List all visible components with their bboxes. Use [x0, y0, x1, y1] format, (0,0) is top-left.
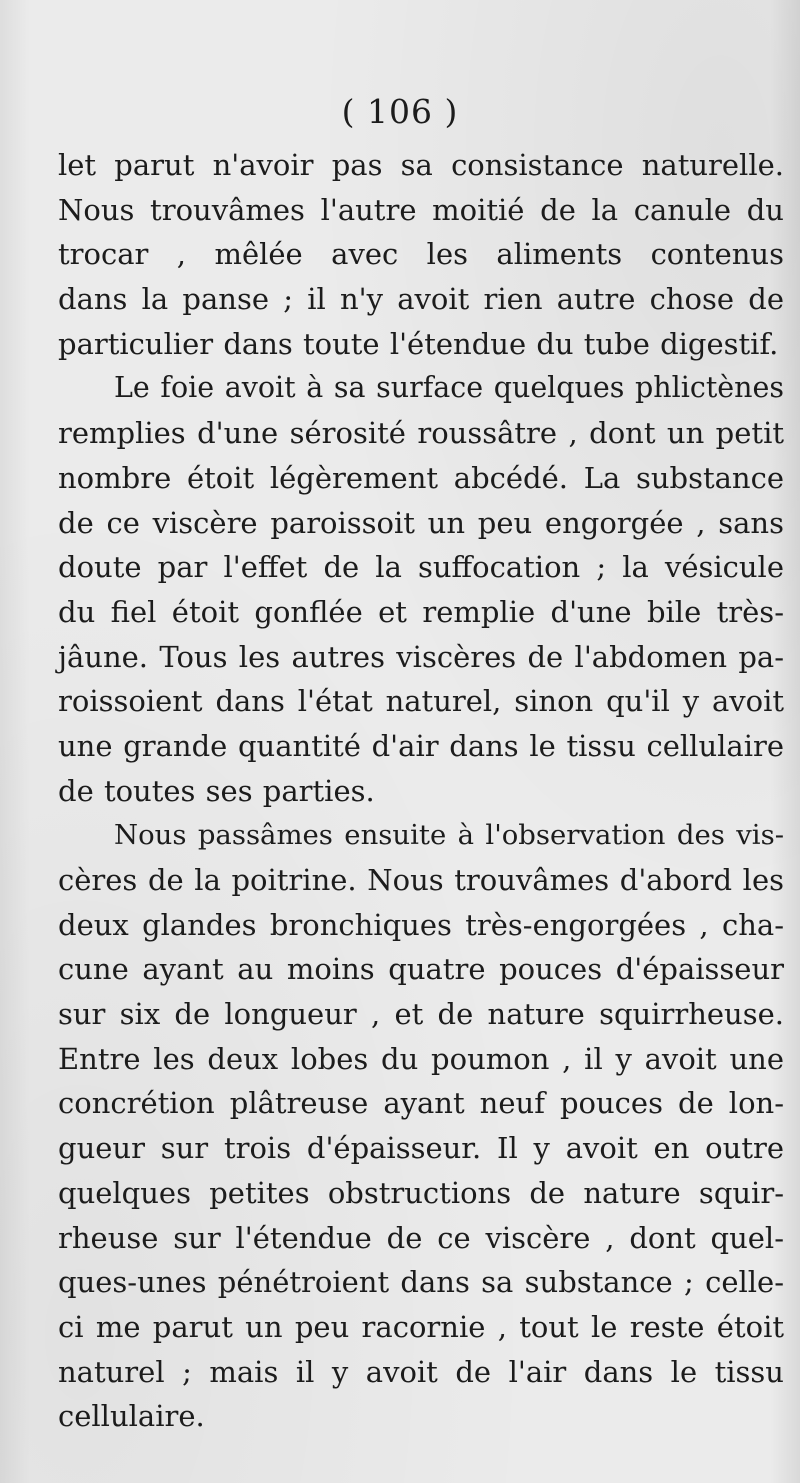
text-line: let parut n'avoir pas sa consistance naturelle. — [58, 148, 784, 182]
text-line: cellulaire. — [58, 1399, 205, 1434]
text-line: Le foie avoit à sa surface quelques phlictènes — [114, 371, 784, 405]
text-line: rheuse sur l'étendue de ce viscère , dont quel- — [58, 1220, 784, 1255]
text-line: dans la panse ; il n'y avoit rien autre chose de — [58, 282, 784, 317]
text-line: Nous trouvâmes l'autre moitié de la canule du — [58, 192, 784, 227]
text-line: trocar , mêlée avec les aliments contenus — [58, 237, 784, 272]
text-line: Entre les deux lobes du poumon , il y avoit une — [58, 1041, 784, 1076]
paragraph — [58, 813, 784, 1439]
text-line: Nous passâmes ensuite à l'observation des vis- — [114, 819, 784, 852]
text-line: remplies d'une sérosité roussâtre , dont un petit — [58, 416, 784, 451]
text-line: de toutes ses parties. — [58, 773, 375, 808]
text-line: nombre étoit légèrement abcédé. La substance — [58, 460, 784, 495]
text-line: cune ayant au moins quatre pouces d'épaisseur — [58, 952, 784, 987]
text-line: particulier dans toute l'étendue du tube digestif. — [58, 326, 779, 361]
page-number: ( 106 ) — [341, 92, 459, 131]
text-line: doute par l'effet de la suffocation ; la vésicule — [58, 550, 784, 585]
text-line: une grande quantité d'air dans le tissu cellulaire — [58, 728, 784, 763]
paragraph — [58, 366, 784, 813]
text-line: concrétion plâtreuse ayant neuf pouces de lon- — [58, 1086, 784, 1121]
text-line: deux glandes bronchiques très-engorgées , cha- — [58, 907, 784, 942]
paragraph — [58, 143, 784, 366]
text-line: jâune. Tous les autres viscères de l'abdomen pa- — [58, 639, 784, 674]
text-line: roissoient dans l'état naturel, sinon qu'il y avoit — [58, 684, 784, 719]
text-line: cères de la poitrine. Nous trouvâmes d'abord les — [58, 863, 784, 897]
text-line: ques-unes pénétroient dans sa substance ; celle- — [58, 1265, 784, 1300]
body-text — [58, 143, 784, 1439]
text-line: gueur sur trois d'épaisseur. Il y avoit en outre — [58, 1131, 784, 1166]
text-line: sur six de longueur , et de nature squirrheuse. — [58, 997, 784, 1032]
text-line: de ce viscère paroissoit un peu engorgée , sans — [58, 505, 784, 540]
text-line: quelques petites obstructions de nature squir- — [58, 1175, 784, 1210]
text-line: ci me parut un peu racornie , tout le reste étoit — [58, 1309, 784, 1344]
text-line: du fiel étoit gonflée et remplie d'une bile très- — [58, 594, 784, 629]
text-line: naturel ; mais il y avoit de l'air dans le tissu — [58, 1354, 784, 1389]
